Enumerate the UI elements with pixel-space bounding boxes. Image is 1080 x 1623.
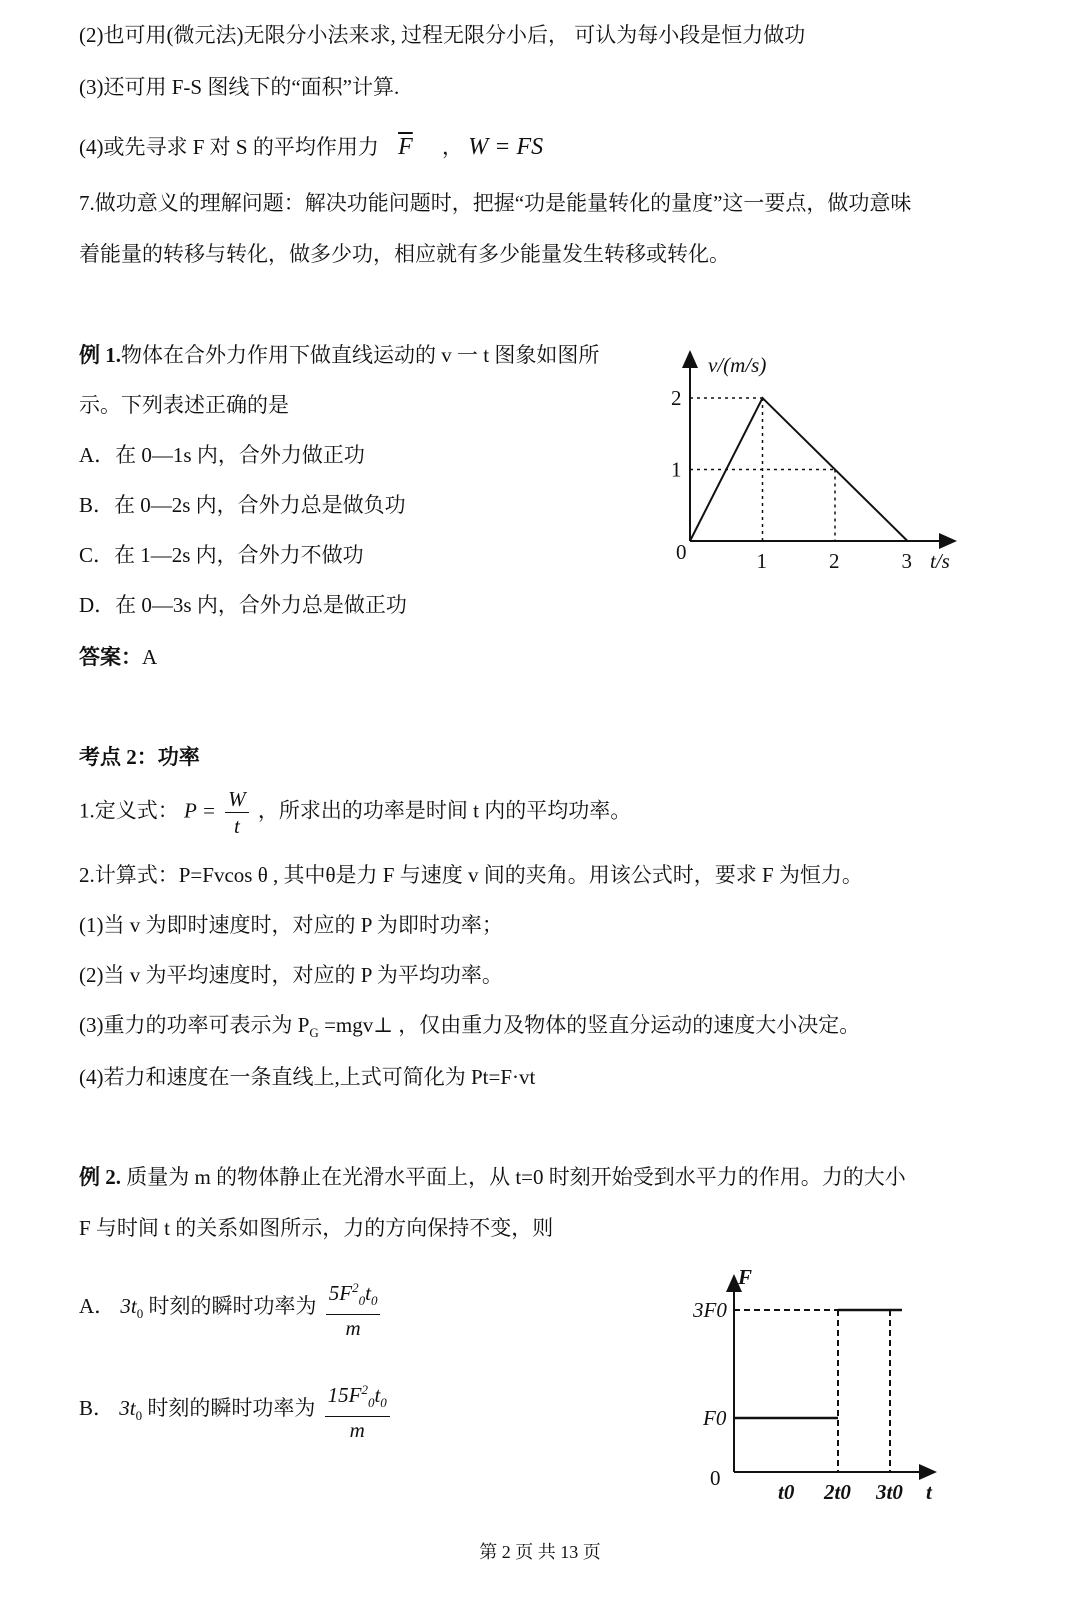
subscript: 0 — [135, 1408, 143, 1424]
t: t — [365, 1281, 371, 1305]
denominator: m — [345, 1316, 361, 1341]
subscript: 0 — [380, 1395, 387, 1411]
y-tick-label: 1 — [671, 457, 682, 482]
subscript: 0 — [358, 1293, 366, 1309]
y-axis-label: v/(m/s) — [708, 353, 767, 377]
guide-lines — [690, 398, 835, 541]
text-line: 着能量的转移与转化，做多少功，相应就有多少能量发生转移或转化。 — [79, 242, 730, 266]
text-line: 示。下列表述正确的是 — [79, 393, 289, 417]
text: (3)重力的功率可表示为 P — [79, 1013, 310, 1037]
x-axis-label: t/s — [930, 549, 950, 573]
answer-value: A — [142, 645, 158, 669]
denominator: t — [233, 814, 240, 838]
x-tick-label: 2 — [829, 549, 840, 573]
option-c: C．在 1—2s 内，合外力不做功 — [79, 543, 364, 567]
guide-lines — [734, 1310, 890, 1472]
x-tick-label: 3t0 — [876, 1480, 903, 1504]
text-line: (2)也可用(微元法)无限分小法来求, 过程无限分小后， 可认为每小段是恒力做功 — [79, 23, 806, 47]
section-title: 考点 2：功率 — [79, 745, 200, 769]
example-label: 例 2. — [79, 1165, 121, 1189]
text: 时刻的瞬时功率为 — [142, 1395, 316, 1420]
option-d: D．在 0—3s 内，合外力总是做正功 — [79, 593, 407, 617]
denominator: m — [349, 1418, 365, 1443]
page-footer: 第 2 页 共 13 页 — [479, 1542, 601, 1562]
text-line: (1)当 v 为即时速度时，对应的 P 为即时功率； — [79, 913, 503, 937]
x-tick-label: 3 — [901, 549, 912, 573]
y-tick-label: 3F0 — [693, 1298, 727, 1322]
time: 3t — [120, 1293, 137, 1318]
text: (4)或先寻求 F 对 S 的平均作用力 — [79, 135, 379, 159]
text-line: (4)若力和速度在一条直线上,上式可简化为 Pt=F·vt — [79, 1065, 536, 1089]
time: 3t — [119, 1395, 136, 1420]
option-a: A．在 0—1s 内，合外力做正功 — [79, 443, 365, 467]
text: 1.定义式： — [79, 798, 179, 823]
t: t — [374, 1383, 381, 1407]
y-tick-label: F0 — [703, 1406, 727, 1430]
superscript: 2 — [361, 1382, 368, 1397]
option-label: A． — [79, 1293, 116, 1318]
origin-label: 0 — [676, 540, 687, 564]
formula-p: P = — [184, 798, 216, 823]
numerator: 5F — [328, 1281, 353, 1305]
y-axis-label: F — [738, 1265, 753, 1289]
text: ，所求出的功率是时间 t 内的平均功率。 — [257, 798, 632, 823]
subscript: 0 — [367, 1395, 375, 1411]
subscript: 0 — [370, 1293, 378, 1309]
x-tick-label: 1 — [756, 549, 767, 573]
x-tick-label: t0 — [778, 1480, 795, 1504]
avg-force-symbol: $\overline{F}$ — [398, 134, 413, 160]
origin-label: 0 — [710, 1466, 721, 1490]
text: =mgv⊥ ，仅由重力及物体的竖直分运动的速度大小决定。 — [318, 1013, 861, 1037]
y-tick-label: 2 — [671, 386, 682, 410]
text: 质量为 m 的物体静止在光滑水平面上，从 t=0 时刻开始受到水平力的作用。力的大小 — [121, 1165, 906, 1189]
answer-label: 答案： — [79, 645, 142, 669]
ft-graph — [692, 1265, 935, 1504]
series-line — [690, 398, 908, 541]
example-label: 例 1. — [79, 343, 121, 367]
vt-graph — [671, 352, 955, 573]
text-line: (3)还可用 F-S 图线下的“面积”计算. — [79, 75, 400, 99]
text: 时刻的瞬时功率为 — [143, 1293, 317, 1318]
work-formula: W = FS — [468, 134, 544, 160]
x-axis-label: t — [926, 1480, 932, 1504]
option-b: B．在 0—2s 内，合外力总是做负功 — [79, 493, 406, 517]
subscript: G — [309, 1025, 319, 1041]
subscript: 0 — [136, 1306, 144, 1322]
numerator: W — [225, 786, 249, 813]
comma: ， — [442, 135, 464, 159]
text-line: (2)当 v 为平均速度时，对应的 P 为平均功率。 — [79, 963, 503, 987]
x-tick-label: 2t0 — [824, 1480, 851, 1504]
text-line: 2.计算式：P=Fvcos θ , 其中θ是力 F 与速度 v 间的夹角。用该公式时，要求 F 为恒力。 — [79, 863, 863, 887]
numerator: 15F — [327, 1383, 362, 1407]
text-line: F 与时间 t 的关系如图所示，力的方向保持不变，则 — [79, 1216, 554, 1240]
superscript: 2 — [352, 1280, 359, 1295]
text: 物体在合外力作用下做直线运动的 v 一 t 图象如图所 — [121, 343, 600, 367]
text-line: 7.做功意义的理解问题：解决功能问题时，把握“功是能量转化的量度”这一要点，做功意味 — [79, 191, 912, 215]
option-label: B． — [79, 1395, 115, 1420]
